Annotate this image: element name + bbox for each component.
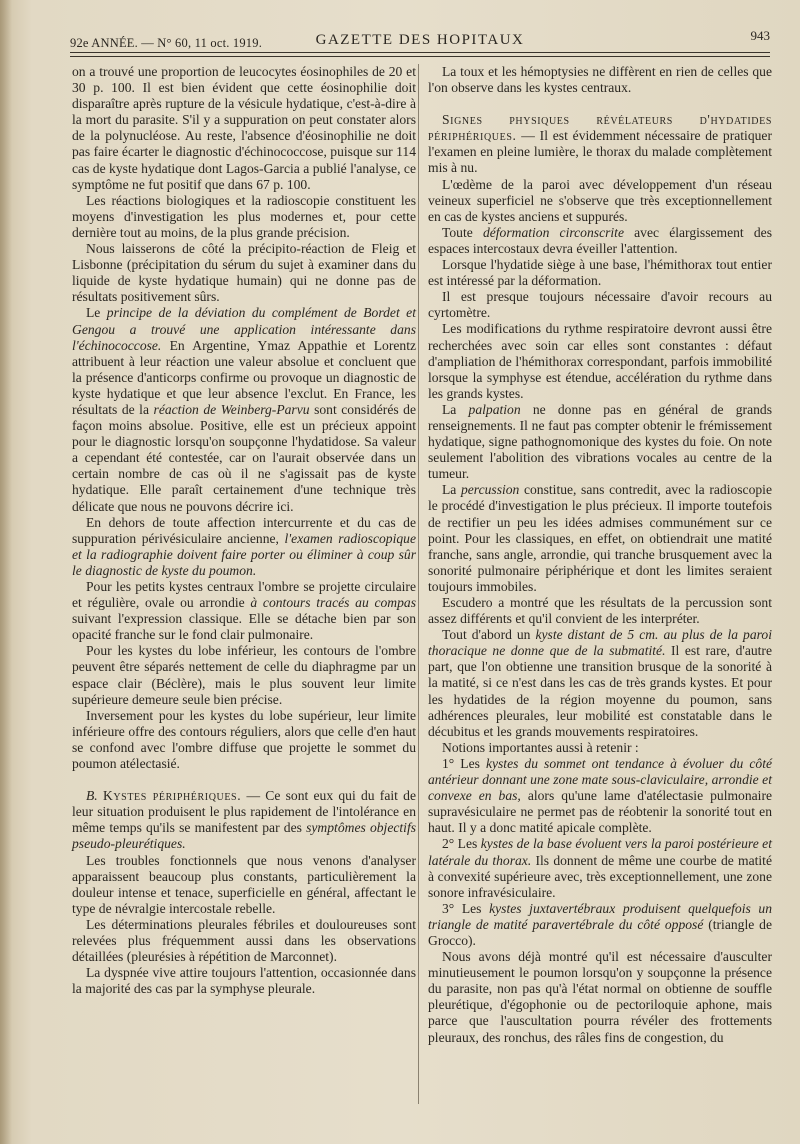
paragraph: Les réactions biologiques et la radioscopie constituent les moyens d'investigation les plus modernes et, pour cette dernière tout au moins, de la plus grande précision.: [72, 192, 416, 240]
paragraph: Pour les petits kystes centraux l'ombre se projette circulaire et régulière, ovale ou arrondie à contours tracés au compas suivant l'expression classique. Elle se détache bien par son opacité franche sur le fond clair pulmonaire.: [72, 579, 416, 643]
paragraph: Pour les kystes du lobe inférieur, les contours de l'ombre peuvent être séparés nettement de celle du diaphragme par un espace clair (Béclère), mais le plus souvent leur limite supérieure demeure seule bien précise.: [72, 643, 416, 707]
paragraph: La palpation ne donne pas en général de grands renseignements. Il ne faut pas compter obtenir le frémissement hydatique, signe pathognomonique des kystes du foie. On note seulement l'abolition des vibrations vocales au centre de la tumeur.: [428, 401, 772, 482]
paragraph: La toux et les hémoptysies ne diffèrent en rien de celles que l'on observe dans les kystes centraux.: [428, 64, 772, 96]
paragraph: Lorsque l'hydatide siège à une base, l'hémithorax tout entier est intéressé par la déformation.: [428, 257, 772, 289]
paragraph: En dehors de toute affection intercurrente et du cas de suppuration périvésiculaire ancienne, l'examen radioscopique et la radiographie doivent faire porter ou éliminer à coup sûr le diagnostic de kyste du poumon.: [72, 514, 417, 578]
header-rule: [70, 52, 770, 57]
paragraph: Signes physiques révélateurs d'hydatides périphériques. — Il est évidemment nécessaire de pratiquer l'examen en pleine lumière, le thorax du malade complètement mis à nu.: [428, 112, 772, 176]
paragraph: B. Kystes périphériques. — Ce sont eux qui du fait de leur situation produisent le plus rapidement de l'intolérance en même temps qu'ils se manifestent par des symptômes objectifs pseudo-pleurétiques.: [72, 788, 417, 852]
column-divider: [418, 64, 419, 1104]
paragraph: La dyspnée vive attire toujours l'attention, occasionnée dans la majorité des cas par la symphyse pleurale.: [72, 965, 416, 997]
page-edge-shadow: [0, 0, 12, 1144]
paragraph: Il est presque toujours nécessaire d'avoir recours au cyrtomètre.: [428, 289, 772, 321]
paragraph: Les déterminations pleurales fébriles et douloureuses sont relevées plus fréquemment aussi dans les observations détaillées (pleurésies à répétition de Marconnet).: [72, 916, 416, 965]
paragraph: L'œdème de la paroi avec développement d'un réseau veineux superficiel ne s'observe que très exceptionnellement en cas de kystes anciens et suppurés.: [428, 176, 772, 224]
paragraph: 3° Les kystes juxtavertébraux produisent quelquefois un triangle de matité paravertébrale du côté opposé (triangle de Grocco).: [428, 900, 772, 948]
paragraph: Les modifications du rythme respiratoire devront aussi être recherchées avec soin car elles sont constantes : défaut d'ampliation de l'hémithorax correspondant, parfois immobilité lorsque la symphyse est étendue, accélération du rythme dans les grands kystes.: [428, 321, 772, 401]
page-header: [70, 24, 770, 50]
issue-info: 92e ANNÉE. — N° 60, 11 oct. 1919.: [70, 36, 263, 50]
left-column: [72, 64, 416, 997]
paragraph: Escudero a montré que les résultats de la percussion sont assez différents et qu'il convient de les interpréter.: [428, 595, 772, 627]
publication-title: GAZETTE DES HOPITAUX: [315, 32, 525, 48]
paragraph: Notions importantes aussi à retenir :: [442, 739, 639, 755]
paragraph: 1° Les kystes du sommet ont tendance à évoluer du côté antérieur donnant une zone mate sous-claviculaire, arrondie et convexe en bas, alors qu'une lame d'atélectasie pulmonaire supravésiculaire ne permet pas de réobtenir la sonorité tout en haut. Il y a donc matité apicale complète.: [428, 755, 773, 836]
paragraph: on a trouvé une proportion de leucocytes éosinophiles de 20 et 30 p. 100. Il est bien évident que cette éosinophilie doit disparaître après rupture de la vésicule hydatique, c'est-à-dire à la mort du parasite. S'il y a suppuration on peut constater alors de la polynucléose. Au reste, l'absence d'éosinophilie ne doit pas faire écarter le diagnostic d'échinococcose, puisque sur 114 cas de kyste hydatique dont Lagos-Garcia a publié l'analyse, ce symptôme ne fut positif que dans 67 p. 100.: [72, 64, 416, 192]
page-number: 943: [750, 28, 770, 43]
paragraph: La percussion constitue, sans contredit, avec la radioscopie le procédé d'investigation le plus précieux. Il importe toutefois de rectifier un peu les idées admises communément sur ce point. Pour les classiques, en effet, on obtiendrait une matité franche, sans angle, arrondie, qui tranche brusquement avec la sonorité pulmonaire périphérique et dont les limites seraient toujours immobiles.: [428, 482, 772, 594]
paragraph: Inversement pour les kystes du lobe supérieur, leur limite inférieure offre des contours réguliers, alors que celle d'en haut se confond avec l'ombre diffuse que projette le sommet du poumon atélectasié.: [72, 707, 416, 772]
paragraph: 2° Les kystes de la base évoluent vers la paroi postérieure et latérale du thorax. Ils donnent de même une courbe de matité à convexité supérieure avec, très exceptionnellement, une zone sonore infravésiculaire.: [428, 836, 772, 900]
paragraph: Toute déformation circonscrite avec élargissement des espaces intercostaux devra éveiller l'attention.: [428, 224, 772, 256]
right-column: [428, 64, 772, 1046]
paragraph: Le principe de la déviation du complément de Bordet et Gengou a trouvé une application intéressante dans l'échinococcose. En Argentine, Ymaz Appathie et Lorentz attribuent à leur réaction une valeur absolue et concluent que la présence d'anticorps confirme ou provoque un diagnostic de kyste hydatique et que leur absence l'exclut. En France, les résultats de la réaction de Weinberg-Parvu sont considérés de façon moins absolue. Positive, elle est un précieux appoint pour le diagnostic lorsqu'on soupçonne l'hydatidose. Sa valeur a cependant été contestée, car on l'aurait observée dans un certain nombre de cas où il ne s'agissait pas de kyste hydatique. Elle paraît certainement d'une technique très délicate que nous ne pouvons décrire ici.: [72, 305, 417, 514]
paragraph: Nous avons déjà montré qu'il est nécessaire d'ausculter minutieusement le poumon lorsqu'on y soupçonne la présence du parasite, non pas qu'à l'état normal on obtienne de souffle pleurétique, d'égophonie ou de pectoriloquie aphone, mais parce que l'auscultation pourra révéler des frottements pleuraux, des ronchus, des râles fins de congestion, du: [428, 949, 772, 1045]
paragraph: Tout d'abord un kyste distant de 5 cm. au plus de la paroi thoracique ne donne que de la submatité. Il est rare, d'autre part, que l'on obtienne une transition brusque de la sonorité à la matité, si ce n'est dans les cas de très grands kystes. Et pour les hydatides de la région moyenne du poumon, sans adhérences pleurales, leur mobilité est constatable dans le décubitus et les grands mouvements respiratoires.: [428, 627, 772, 739]
paragraph: Les troubles fonctionnels que nous venons d'analyser apparaissent beaucoup plus constants, particulièrement la douleur intense et tenace, superficielle en général, affectant le type de névralgie intercostale rebelle.: [72, 852, 416, 916]
paragraph: Nous laisserons de côté la précipito-réaction de Fleig et Lisbonne (précipitation du sérum du sujet à examiner dans du liquide de kyste hydatique humain) qui ne donne pas de résultats positivement sûrs.: [72, 241, 416, 305]
